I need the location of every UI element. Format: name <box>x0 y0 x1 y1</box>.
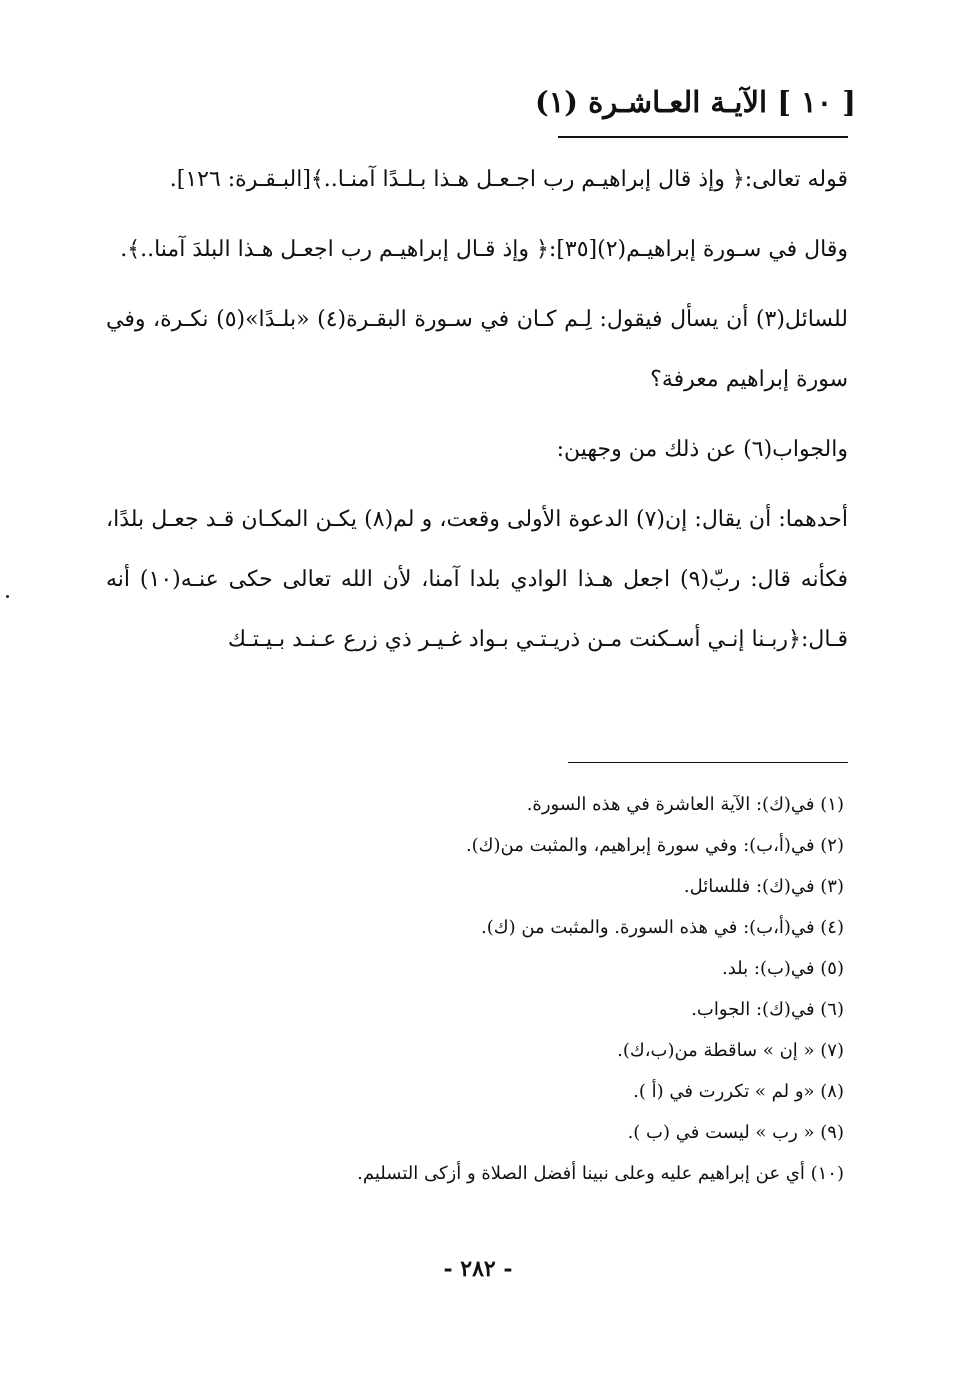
footnote-3: (٣) في(ك): فللسائل. <box>683 876 844 897</box>
footnote-6: (٦) في(ك): الجواب. <box>691 999 844 1020</box>
page-number: - ٢٨٢ - <box>443 1256 513 1282</box>
footnotes-list <box>224 784 844 1194</box>
section-heading: [ ١٠ ] الآيـة العـاشـرة (١) <box>534 85 856 119</box>
main-text <box>106 150 848 680</box>
heading-underline <box>558 136 848 138</box>
footnote-2: (٢) في(أ،ب): وفي سورة إبراهيم، والمثبت من(ك). <box>465 835 844 856</box>
footnote-10: (١٠) أي عن إبراهيم عليه وعلى نبينا أفضل الصلاة و أزكى التسليم. <box>357 1163 844 1184</box>
paragraph-answer-intro: والجواب(٦) عن ذلك من وجهين: <box>556 437 848 462</box>
footnote-separator <box>568 762 848 763</box>
footnote-5: (٥) في(ب): بلد. <box>722 958 844 979</box>
paragraph-verse-baqara: قوله تعالى:﴿ وإذ قال إبراهيـم رب اجـعـل هـذا بـلـدًا آمنـا..﴾[البـقـرة: ١٢٦]. <box>169 167 848 192</box>
paragraph-verse-ibrahim: وقال في سـورة إبراهيـم(٢)[٣٥]:﴿ وإذ قـال إبراهيـم رب اجعـل هـذا البلدَ آمنا..﴾. <box>120 237 848 262</box>
footnote-9: (٩) « رب » ليست في (ب ). <box>627 1122 844 1143</box>
scan-speck <box>6 595 9 598</box>
footnote-1: (١) في(ك): الآية العاشرة في هذه السورة. <box>526 794 844 815</box>
footnote-4: (٤) في(أ،ب): في هذه السورة. والمثبت من (ك). <box>481 917 844 938</box>
footnote-8: (٨) «و لم » تكررت في (أ ). <box>633 1081 844 1102</box>
footnote-7: (٧) « إن » ساقطة من(ب،ك). <box>617 1040 844 1061</box>
paragraph-first-aspect: أحدهما: أن يقال: إن(٧) الدعوة الأولى وقعت، و لم(٨) يكـن المكـان قـد جعـل بلدًا، فكأنه قال: ربّ(٩) اجعل هـذا الوادي بلدا آمنا، لأن الله تعالى حكى عنـه(١٠) أنه قـال:﴿ربـنا إنـي أسـكنت مـن ذريـتـي بـواد غـيـر ذي زرع عـنـد بـيـتـك <box>106 507 849 652</box>
paragraph-question: للسائل(٣) أن يسأل فيقول: لِـم كـان في سـورة البقـرة(٤) «بلـدًا»(٥) نكـرة، وفي سورة إبراهيم معرفة؟ <box>106 307 849 392</box>
